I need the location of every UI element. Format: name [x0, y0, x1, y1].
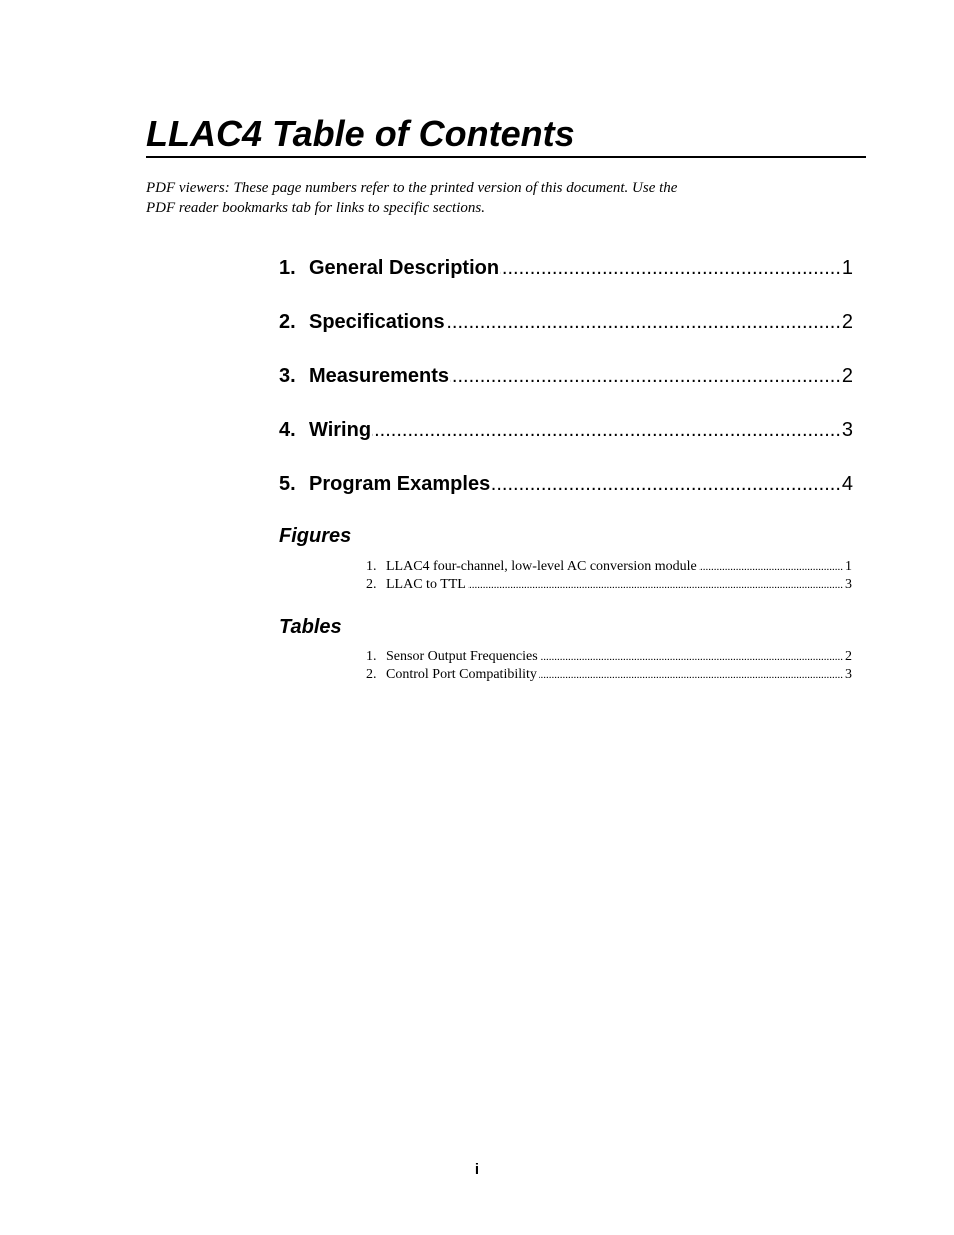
toc-sections [279, 252, 853, 522]
table-entry-label: Control Port Compatibility [386, 667, 537, 682]
page-title: LLAC4 Table of Contents [146, 113, 575, 154]
table-entry[interactable] [366, 666, 852, 684]
dot-leader [699, 558, 843, 576]
toc-entry-label: Program Examples [309, 473, 491, 495]
note-line: PDF viewers: These page numbers refer to the printed version of this document. Use the [146, 180, 678, 196]
toc-entry-measurements[interactable] [279, 360, 853, 414]
toc-entry-label: General Description [309, 257, 500, 279]
toc-entry-label: Wiring [309, 419, 372, 441]
dot-leader [540, 648, 843, 666]
dot-leader [468, 576, 843, 594]
toc-entry-label: Measurements [309, 365, 450, 387]
toc-entry-page: 3 [841, 419, 853, 441]
toc-entry-program-examples[interactable] [279, 468, 853, 522]
figure-entry[interactable] [366, 576, 852, 594]
toc-entry-number: 5. [279, 473, 296, 495]
table-entry-label: Sensor Output Frequencies [386, 649, 538, 664]
toc-entry-number: 1. [279, 257, 296, 279]
toc-entry-page: 1 [841, 257, 853, 279]
table-entry-number: 2. [366, 667, 377, 682]
figure-entry-page: 3 [845, 577, 852, 592]
figure-entry-label: LLAC to TTL [386, 577, 466, 592]
page-number: i [474, 1161, 480, 1178]
toc-entry-number: 2. [279, 311, 296, 333]
toc-entry-label: Specifications [309, 311, 445, 333]
toc-entry-page: 2 [841, 365, 853, 387]
dot-leader [491, 468, 841, 500]
dot-leader [450, 360, 841, 392]
table-entry-page: 3 [845, 667, 852, 682]
tables-heading: Tables [279, 616, 342, 638]
toc-entry-number: 3. [279, 365, 296, 387]
table-entry-number: 1. [366, 649, 377, 664]
dot-leader [372, 414, 841, 446]
dot-leader [446, 306, 841, 338]
figure-entry-label: LLAC4 four-channel, low-level AC conversion module [386, 559, 697, 574]
figures-heading: Figures [279, 525, 352, 547]
figure-entry[interactable] [366, 558, 852, 576]
figure-entry-page: 1 [845, 559, 852, 574]
pdf-viewer-note [146, 178, 806, 218]
toc-entry-specifications[interactable] [279, 306, 853, 360]
table-entry[interactable] [366, 648, 852, 666]
dot-leader [539, 666, 843, 684]
title-rule [146, 156, 866, 158]
toc-entry-number: 4. [279, 419, 296, 441]
dot-leader [500, 252, 841, 284]
table-entry-page: 2 [845, 649, 852, 664]
figure-entry-number: 2. [366, 577, 377, 592]
note-line: PDF reader bookmarks tab for links to specific sections. [146, 200, 485, 216]
toc-entry-general-description[interactable] [279, 252, 853, 306]
figures-list [366, 558, 852, 594]
figure-entry-number: 1. [366, 559, 377, 574]
toc-entry-page: 2 [841, 311, 853, 333]
tables-list [366, 648, 852, 684]
toc-entry-wiring[interactable] [279, 414, 853, 468]
toc-entry-page: 4 [841, 473, 853, 495]
